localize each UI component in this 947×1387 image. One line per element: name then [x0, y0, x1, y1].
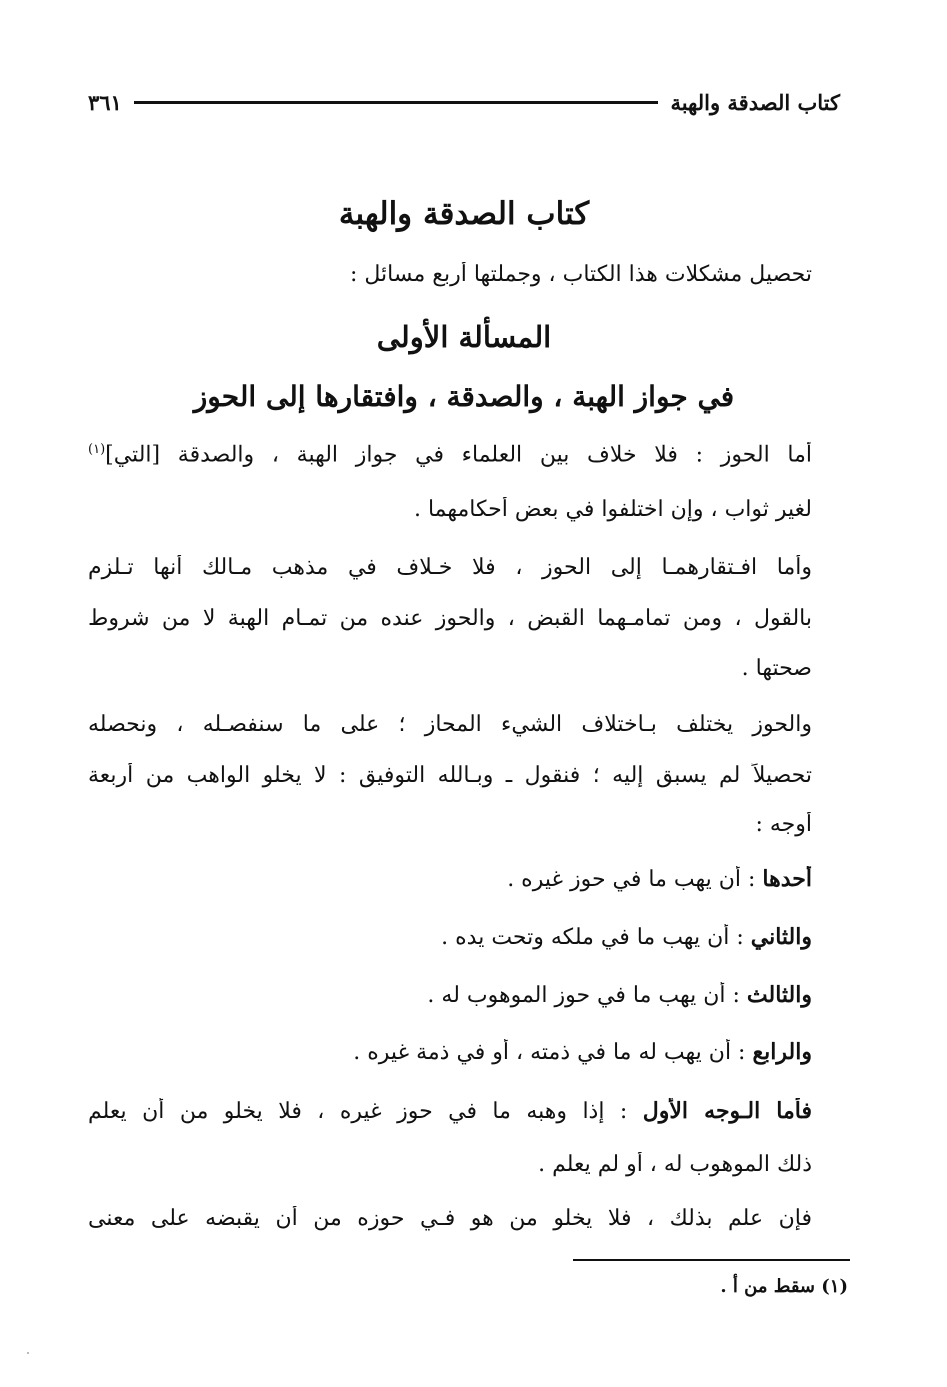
paragraph-4-text: : إذا وهبه ما في حوز غيره ، فلا يخلو من أن يعلم	[88, 1099, 643, 1124]
paragraph-4-line-2: ذلك الموهوب له ، أو لم يعلم .	[538, 1152, 812, 1177]
issue-subtitle: في جواز الهبة ، والصدقة ، وافتقارها إلى الحوز	[193, 380, 735, 413]
paragraph-2-line-3: صحتها .	[741, 656, 812, 681]
case-label: والرابع	[752, 1039, 812, 1065]
scan-speck	[27, 1352, 29, 1354]
paragraph-3-line-1: والحوز يختلف بـاختلاف الشيء المحاز ؛ على ما سنفصـله ، ونحصله	[88, 712, 812, 737]
paragraph-1-line-2: لغير ثواب ، وإن اختلفوا في بعض أحكامهما .	[413, 497, 812, 522]
case-label: والثاني	[750, 924, 812, 950]
running-header	[88, 82, 840, 122]
case-4	[88, 1039, 812, 1065]
footnote: (١) سقط من أ .	[720, 1276, 848, 1297]
footnote-rule	[573, 1259, 850, 1261]
paragraph-1-text: أما الحوز : فلا خلاف بين العلماء في جواز الهبة ، والصدقة [التي]	[105, 442, 812, 468]
paragraph-3-line-3: أوجه :	[755, 812, 812, 837]
case-1	[88, 866, 812, 892]
case-label: والثالث	[746, 982, 812, 1008]
issue-title: المسألة الأولى	[376, 320, 552, 354]
case-label: أحدها	[762, 866, 812, 892]
footnote-marker: (١)	[88, 442, 106, 457]
page-number: ٣٦١	[88, 89, 122, 115]
header-rule	[134, 101, 659, 104]
case-text: : أن يهب ما في ملكه وتحت يده .	[441, 925, 751, 950]
case-text: : أن يهب ما في حوز غيره .	[507, 867, 763, 892]
intro-line: تحصيل مشكلات هذا الكتاب ، وجملتها أربع مسائل :	[349, 262, 812, 287]
paragraph-4-label: فأما الـوجه الأول	[642, 1098, 812, 1124]
case-3	[88, 982, 812, 1008]
paragraph-4-line-1	[88, 1098, 812, 1124]
paragraph-1-line-1	[88, 442, 812, 467]
paragraph-5-line-1: فإن علم بذلك ، فلا يخلو من هو فـي حوزه من أن يقبضه على معنى	[88, 1206, 812, 1231]
case-2	[88, 924, 812, 950]
paragraph-2-line-2: بالقول ، ومن تمامـهما القبض ، والحوز عنده من تمـام الهبة لا من شروط	[88, 606, 812, 631]
book-title: كتاب الصدقة والهبة	[338, 196, 590, 232]
running-header-title: كتاب الصدقة والهبة	[670, 89, 840, 115]
case-text: : أن يهب ما في حوز الموهوب له .	[427, 983, 747, 1008]
paragraph-2-line-1: وأما افـتقارهمـا إلى الحوز ، فلا خـلاف في مذهب مـالك أنها تـلزم	[88, 555, 812, 580]
case-text: : أن يهب له ما في ذمته ، أو في ذمة غيره .	[353, 1040, 753, 1065]
paragraph-3-line-2: تحصيلاً لم يسبق إليه ؛ فنقول ـ وبـالله التوفيق : لا يخلو الواهب من أربعة	[88, 763, 812, 788]
